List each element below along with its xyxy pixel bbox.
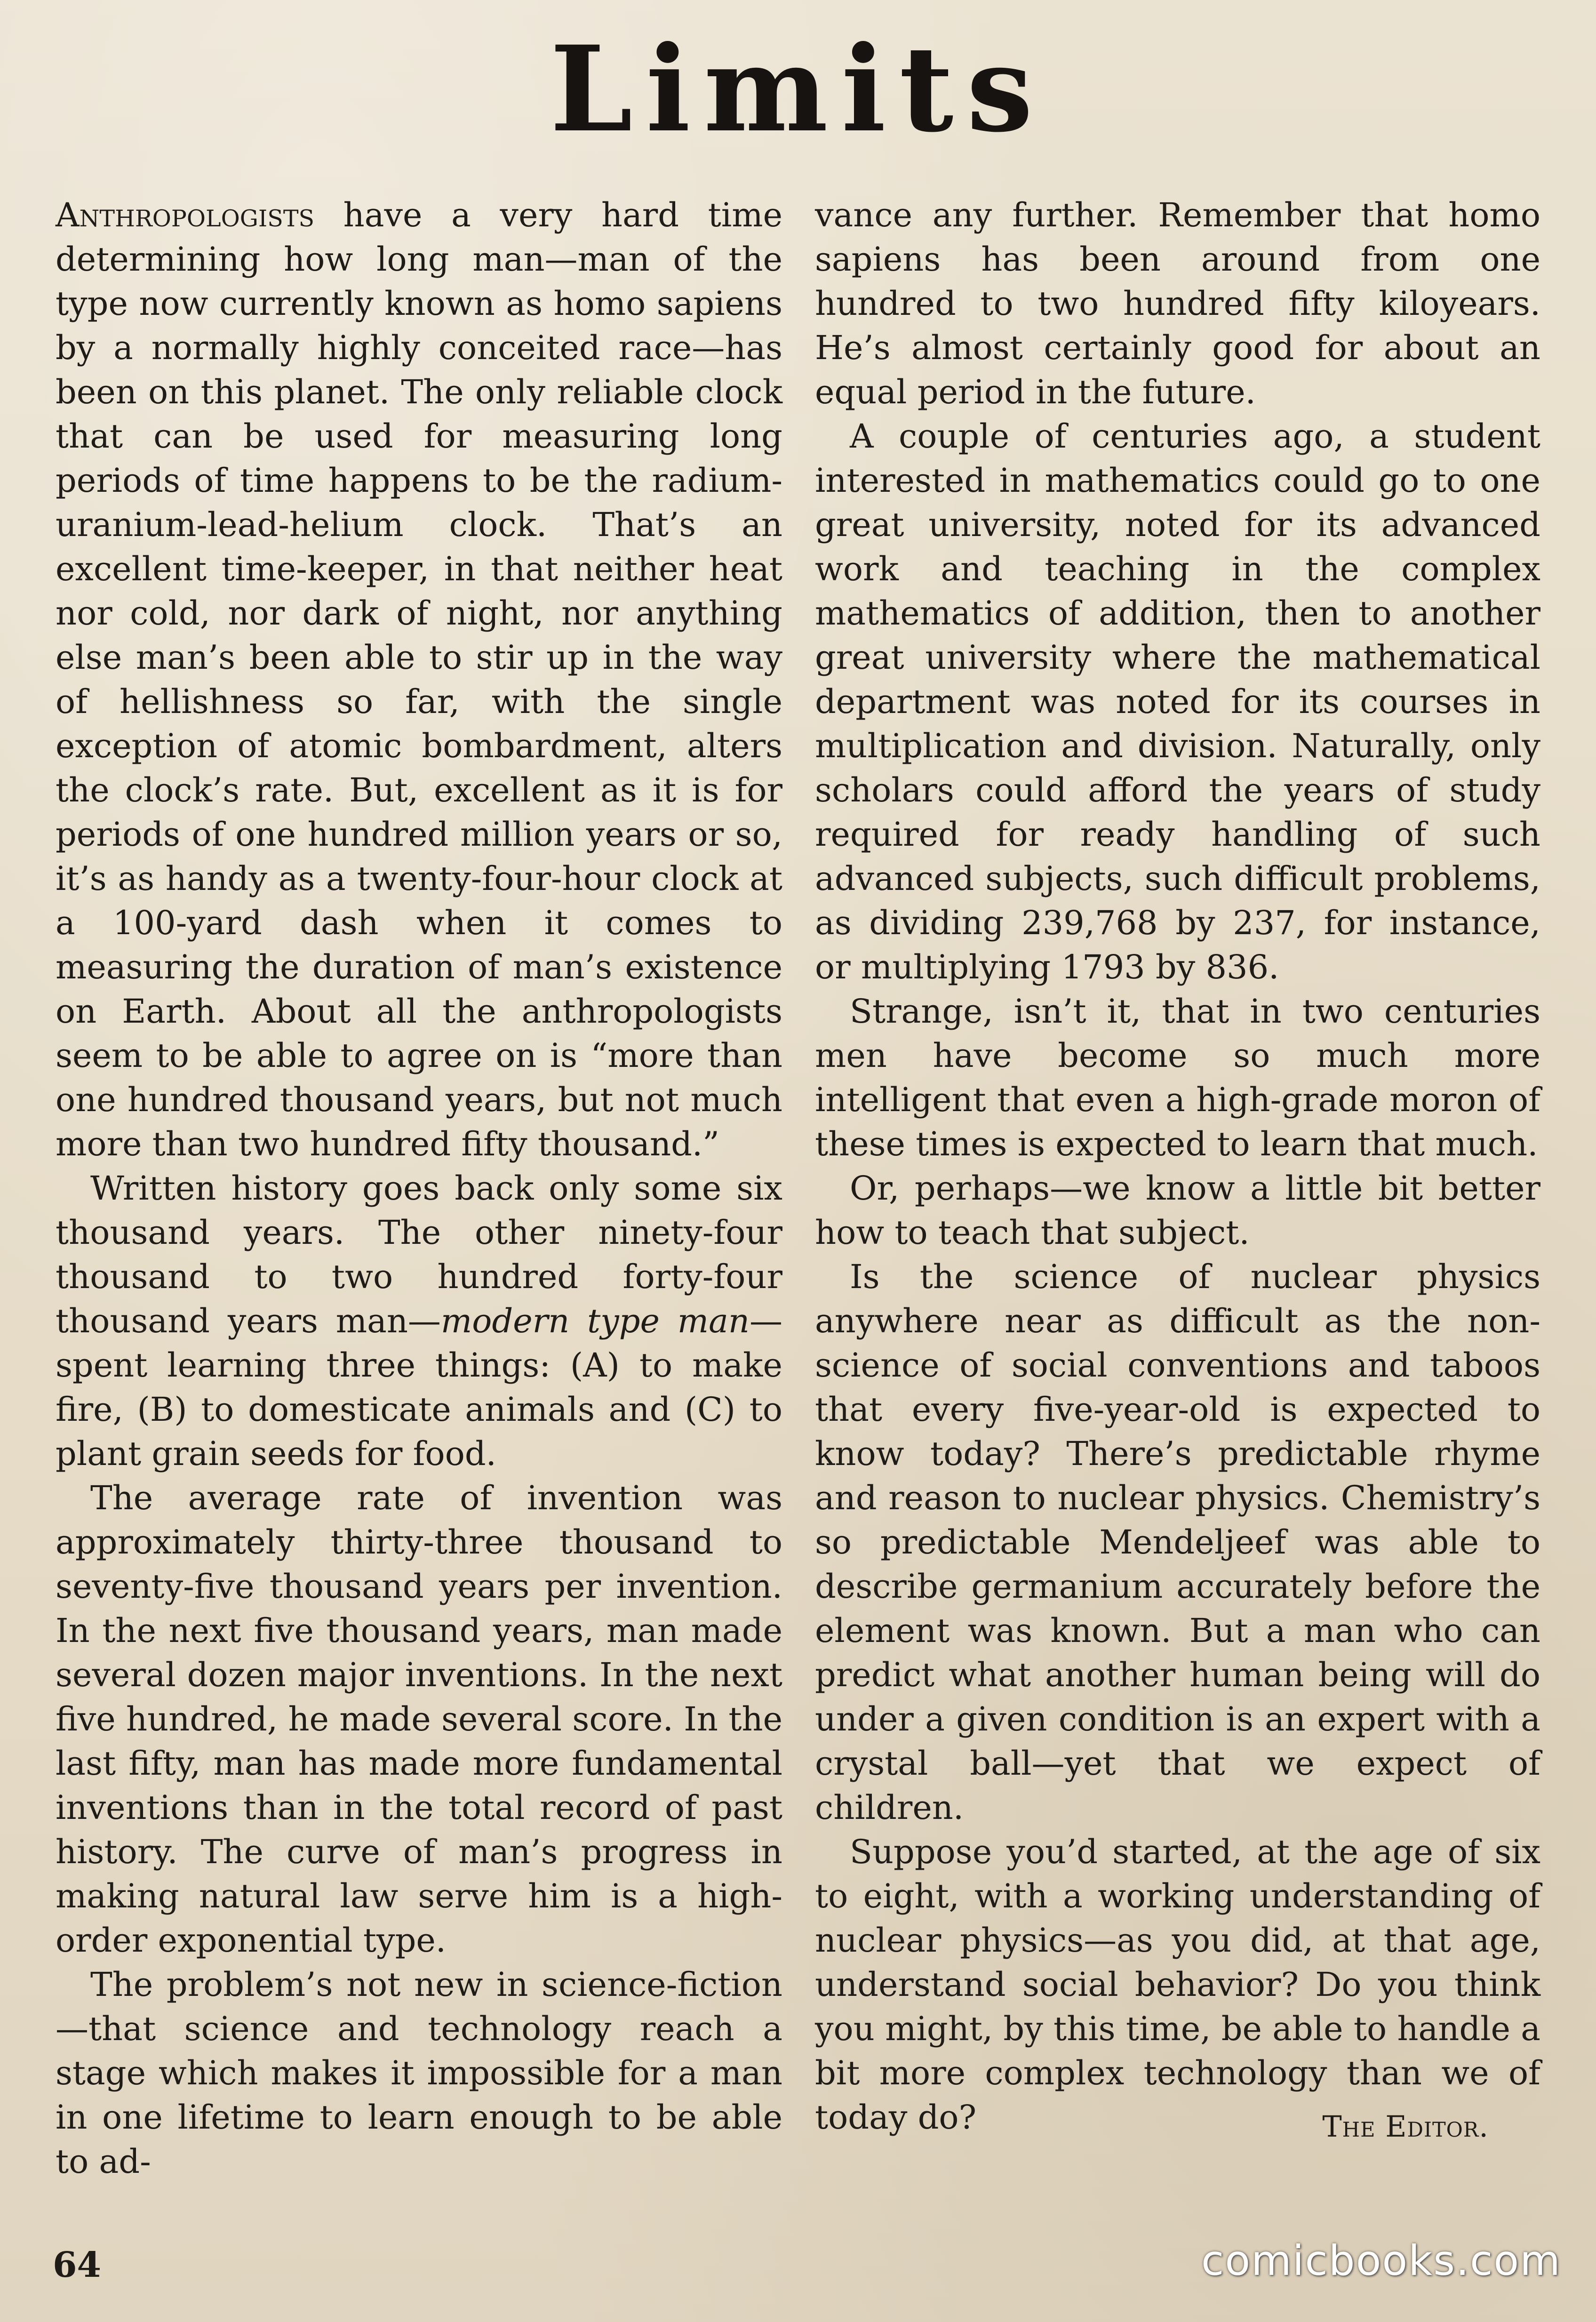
article-title: Limits [550,20,1046,158]
left-column [56,193,782,2184]
paragraph [56,193,782,1166]
paragraph: The average rate of invention was approximately thirty-three thousand to seventy-five thousand years per invention. In the next five thousand years, man made several dozen major inventions. In the next five hundred, he made several score. In the last fifty, man has made more fundamental inventions than in the total record of past history. The curve of man’s progress in making natural law serve him is a high-order exponential type. [56,1479,782,1960]
site-watermark: comicbooks.com [1201,2236,1561,2285]
paragraph: A couple of centuries ago, a student interested in mathematics could go to one great university, noted for its advanced work and teaching in the complex mathematics of addition, then to another great university where the mathematical department was noted for its courses in multiplication and division. Naturally, only scholars could afford the years of study required for ready handling of such advanced subjects, such difficult problems, as dividing 239,768 by 237, for instance, or multiplying 1793 by 836. [815,417,1540,986]
right-column [815,193,1540,2139]
paragraph: Suppose you’d started, at the age of six to eight, with a working understanding of nuclear physics—as you did, at that age, understand social behavior? Do you think you might, by this time, be able to handle a bit more complex technology than we of today do? [815,1833,1540,2137]
paragraph-text: Written history goes back only some six thousand years. The other ninety-four thousand to two hundred forty-four thousand years man— [56,1169,782,1340]
paragraph: The problem’s not new in science-fiction —that science and technology reach a stage which makes it impossible for a man in one lifetime to learn enough to be able to ad- [56,1965,782,2181]
paragraph: Strange, isn’t it, that in two centuries men have become so much more intelligent that even a high-grade moron of these times is expected to learn that much. [815,992,1540,1163]
italic-phrase: modern type man [440,1302,750,1340]
page-number: 64 [53,2245,101,2285]
paragraph-text: have a very hard time determining how long man—man of the type now currently known as homo sapiens by a normally highly conceited race—has been on this planet. The only reliable clock that can be used for measuring long periods of time happens to be the radium-uranium-lead-helium clock. That’s an excellent time-keeper, in that neither heat nor cold, nor dark of night, nor anything else man’s been able to stir up in the way of hellishness so far, with the single exception of atomic bombardment, alters the clock’s rate. But, excellent as it is for periods of one hundred million years or so, it’s as handy as a twenty-four-hour clock at a 100-yard dash when it comes to measuring the duration of man’s existence on Earth. About all the anthropologists seem to be able to agree on is “more than one hundred thousand years, but not much more than two hundred fifty thousand.” [56,196,782,1163]
paragraph: Is the science of nuclear physics anywhere near as difficult as the non-science of social conventions and taboos that every five-year-old is expected to know today? There’s predictable rhyme and reason to nuclear physics. Chemistry’s so predictable Mendeljeef was able to describe germanium accurately before the element was known. But a man who can predict what another human being will do under a given condition is an expert with a crystal ball—yet that we expect of children. [815,1257,1540,1827]
paragraph: Or, perhaps—we know a little bit better how to teach that subject. [815,1169,1540,1252]
lead-word: Anthropologists [56,196,315,234]
paragraph-text: —spent learning three things: (A) to make fire, (B) to domesticate animals and (C) to plant grain seeds for food. [56,1302,782,1473]
editor-signature: The Editor. [1322,2109,1489,2144]
paragraph: vance any further. Remember that homo sapiens has been around from one hundred to two hundred fifty kiloyears. He’s almost certainly good for about an equal period in the future. [815,196,1540,411]
paragraph [56,1166,782,1476]
